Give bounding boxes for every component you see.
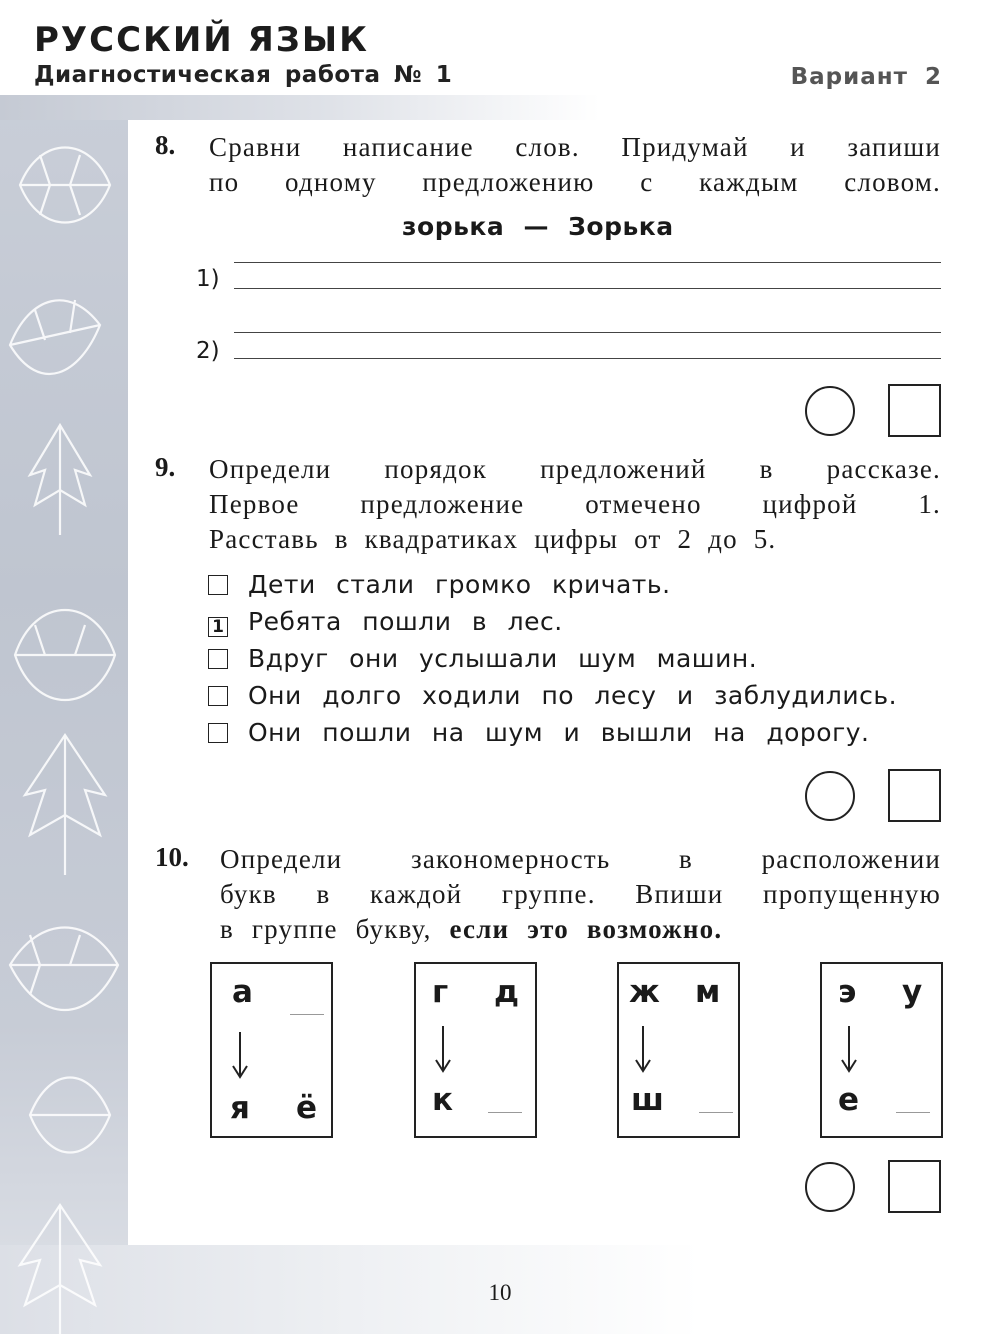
order-checkbox[interactable]: [208, 649, 228, 669]
task-9: [155, 452, 945, 572]
order-checkbox[interactable]: [208, 723, 228, 743]
arrow-down-icon: [633, 1024, 653, 1074]
grade-circle[interactable]: [805, 771, 855, 821]
sentence-text: Ребята пошли в лес.: [248, 607, 563, 636]
group-letter: ш: [631, 1082, 664, 1118]
group-letter: ё: [296, 1090, 318, 1126]
letter-group: [210, 962, 333, 1138]
task-text-line: [220, 912, 941, 947]
group-letter: г: [432, 974, 449, 1010]
group-letter: э: [838, 974, 857, 1010]
leaf-pattern-icon: [0, 95, 128, 1334]
group-letter: у: [902, 974, 923, 1010]
sentence-option: [208, 718, 869, 750]
group-letter: м: [695, 974, 721, 1010]
sentence-option: [208, 607, 563, 639]
task-text-line: Определи порядок предложений в рассказе.: [209, 454, 941, 484]
group-letter: а: [232, 974, 253, 1010]
compare-words: зорька — Зорька: [402, 212, 674, 241]
arrow-down-icon: [433, 1024, 453, 1074]
group-letter: е: [838, 1082, 860, 1118]
task-instructions: [209, 130, 941, 200]
blank-slot[interactable]: [896, 1112, 930, 1113]
grade-square[interactable]: [888, 1160, 941, 1213]
task-text-plain: в группе букву,: [220, 914, 432, 944]
sentence-text: Они пошли на шум и вышли на дорогу.: [248, 718, 870, 747]
answer-line[interactable]: [234, 288, 941, 289]
variant-label: Вариант 2: [790, 64, 942, 90]
grade-square[interactable]: [888, 384, 941, 437]
order-checkbox[interactable]: [208, 575, 228, 595]
task-instructions: [220, 842, 941, 947]
task-text-line: Первое предложение отмечено цифрой 1.: [209, 489, 941, 519]
group-letter: к: [432, 1082, 454, 1118]
order-checkbox[interactable]: [208, 686, 228, 706]
sentence-text: Дети стали громко кричать.: [248, 570, 671, 599]
arrow-down-icon: [839, 1024, 859, 1074]
task-text-line: букв в каждой группе. Впиши пропущенную: [220, 879, 941, 909]
group-letter: д: [494, 974, 520, 1010]
task-text-line: по одному предложению с каждым словом.: [209, 167, 941, 197]
subject-title: РУССКИЙ ЯЗЫК: [34, 20, 369, 60]
task-instructions: [209, 452, 941, 557]
arrow-down-icon: [230, 1030, 250, 1080]
task-number: 10.: [155, 842, 189, 872]
answer-line[interactable]: [234, 358, 941, 359]
letter-group: [414, 962, 537, 1138]
answer-line[interactable]: [234, 332, 941, 333]
task-text-bold: если это возможно.: [449, 914, 723, 944]
sentence-option: [208, 644, 757, 676]
task-text-line: Определи закономерность в расположении: [220, 844, 941, 874]
answer-label: 1): [196, 266, 220, 292]
grade-circle[interactable]: [805, 386, 855, 436]
blank-slot[interactable]: [699, 1112, 733, 1113]
task-number: 8.: [155, 130, 176, 160]
grade-square[interactable]: [888, 769, 941, 822]
task-10: [155, 842, 945, 957]
sentence-text: Вдруг они услышали шум машин.: [248, 644, 758, 673]
answer-line[interactable]: [234, 262, 941, 263]
task-number: 9.: [155, 452, 176, 482]
work-title: Диагностическая работа № 1: [34, 62, 453, 88]
sentence-text: Они долго ходили по лесу и заблудились.: [248, 681, 898, 710]
group-letter: ж: [629, 974, 660, 1010]
sentence-option: [208, 681, 897, 713]
grade-circle[interactable]: [805, 1162, 855, 1212]
blank-slot[interactable]: [290, 1014, 324, 1015]
group-letter: я: [230, 1090, 250, 1126]
sentence-option: [208, 570, 671, 602]
letter-group: [820, 962, 943, 1138]
page-number: 10: [488, 1280, 512, 1305]
task-text-line: Расставь в квадратиках цифры от 2 до 5.: [209, 524, 777, 554]
task-text-line: Сравни написание слов. Придумай и запиши: [209, 132, 941, 162]
answer-label: 2): [196, 338, 220, 364]
blank-slot[interactable]: [488, 1112, 522, 1113]
order-checkbox[interactable]: 1: [208, 617, 228, 637]
letter-group: [617, 962, 740, 1138]
